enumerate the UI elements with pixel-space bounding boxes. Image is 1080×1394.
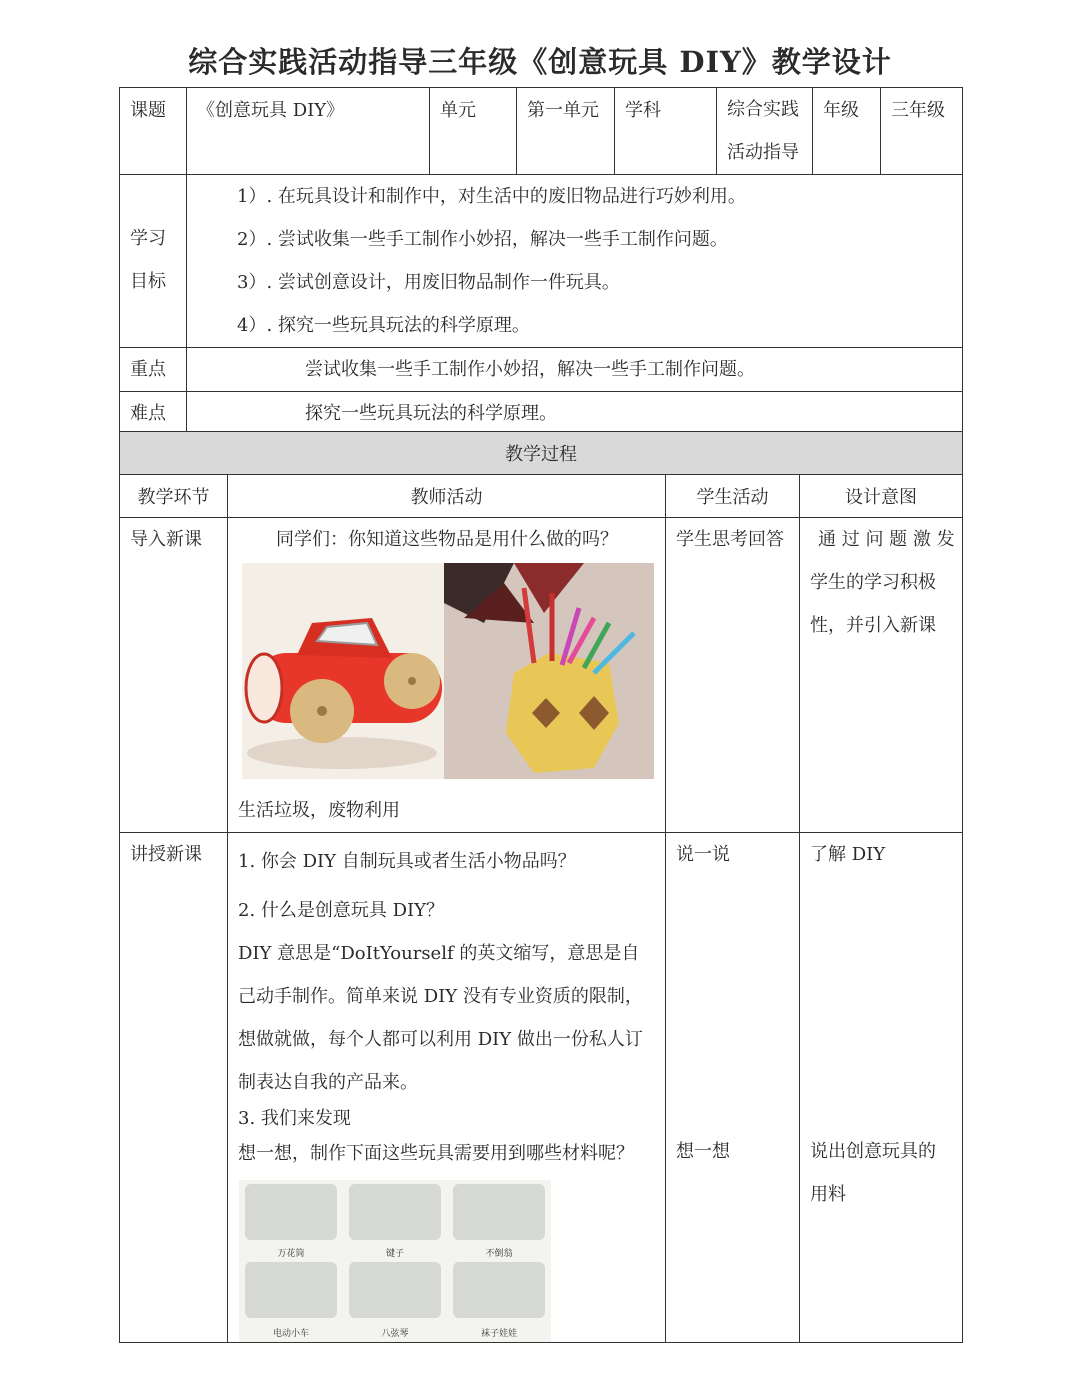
lesson-p3: 想做就做，每个人都可以利用 DIY 做出一份私人订 <box>238 1029 643 1050</box>
objectives-list <box>187 175 963 348</box>
lesson-student <box>666 833 800 1343</box>
intro-photos <box>242 563 654 779</box>
toy-car-photo <box>242 563 444 779</box>
subject-value-line-1: 综合实践 <box>727 99 799 120</box>
course-value: 《创意玩具 DIY》 <box>187 88 430 175</box>
difficulty-label: 难点 <box>120 392 187 436</box>
lesson-intent-1: 了解 DIY <box>810 844 886 865</box>
grade-value: 三年级 <box>881 88 963 175</box>
intro-question: 同学们：你知道这些物品是用什么做的吗？ <box>276 529 618 550</box>
intro-student: 学生思考回答 <box>666 518 800 833</box>
toy-label: 键子 <box>385 1249 404 1259</box>
toy-label: 万花筒 <box>277 1249 305 1259</box>
pen-holder-photo <box>444 563 654 779</box>
objective-item: 2）. 尝试收集一些手工制作小妙招，解决一些手工制作问题。 <box>237 229 728 250</box>
lesson-q3: 3. 我们来发现 <box>238 1108 351 1129</box>
column-teacher: 教师活动 <box>228 475 666 518</box>
intro-intent-1: 通 过 问 题 激 发 <box>818 529 955 550</box>
objectives-label-2: 目标 <box>130 271 166 292</box>
intro-intent-3: 性，并引入新课 <box>810 615 936 636</box>
objective-item: 4）. 探究一些玩具玩法的科学原理。 <box>237 315 530 336</box>
toy-label: 不倒翁 <box>485 1249 513 1259</box>
toy-image <box>245 1184 337 1240</box>
lesson-p4: 制表达自我的产品来。 <box>238 1072 418 1093</box>
intro-teacher <box>228 518 666 833</box>
objective-item: 3）. 尝试创意设计，用废旧物品制作一件玩具。 <box>237 272 620 293</box>
objective-item: 1）. 在玩具设计和制作中，对生活中的废旧物品进行巧妙利用。 <box>237 186 746 207</box>
objectives-label-1: 学习 <box>130 228 166 249</box>
subject-value-line-2: 活动指导 <box>727 142 799 163</box>
lesson-student-2: 想一想 <box>676 1141 730 1162</box>
process-heading: 教学过程 <box>120 432 963 475</box>
intro-intent <box>800 518 963 833</box>
column-student: 学生活动 <box>666 475 800 518</box>
unit-label: 单元 <box>430 88 517 175</box>
grade-label: 年级 <box>813 88 881 175</box>
info-table <box>119 87 963 436</box>
lesson-p2: 己动手制作。简单来说 DIY 没有专业资质的限制， <box>238 986 643 1007</box>
lesson-teacher <box>228 833 666 1343</box>
lesson-q3-text: 想一想，制作下面这些玩具需要用到哪些材料呢？ <box>238 1143 634 1164</box>
column-intent: 设计意图 <box>800 475 963 518</box>
toy-image <box>349 1184 441 1240</box>
subject-label: 学科 <box>615 88 717 175</box>
toy-image <box>453 1184 545 1240</box>
column-stage: 教学环节 <box>120 475 228 518</box>
lesson-q2: 2. 什么是创意玩具 DIY？ <box>238 900 445 921</box>
objectives-label <box>120 175 187 348</box>
lesson-intent-2b: 用料 <box>810 1184 846 1205</box>
lesson-intent <box>800 833 963 1343</box>
lesson-q1: 1. 你会 DIY 自制玩具或者生活小物品吗？ <box>238 851 576 872</box>
key-point-text: 尝试收集一些手工制作小妙招，解决一些手工制作问题。 <box>187 348 963 392</box>
toy-grid <box>239 1180 551 1342</box>
toy-image <box>245 1262 337 1318</box>
lesson-stage: 讲授新课 <box>120 833 228 1343</box>
course-label: 课题 <box>120 88 187 175</box>
document-title: 综合实践活动指导三年级《创意玩具 DIY》教学设计 <box>188 45 892 79</box>
toy-label: 八弦琴 <box>381 1329 409 1339</box>
lesson-intent-2a: 说出创意玩具的 <box>810 1141 936 1162</box>
intro-caption: 生活垃圾，废物利用 <box>238 800 400 821</box>
lesson-p1: DIY 意思是“DoItYourself 的英文缩写，意思是自 <box>238 943 640 964</box>
toy-image <box>453 1262 545 1318</box>
unit-value: 第一单元 <box>517 88 615 175</box>
subject-value <box>717 88 813 175</box>
process-table <box>119 431 963 1343</box>
lesson-student-1: 说一说 <box>676 844 730 865</box>
difficulty-text: 探究一些玩具玩法的科学原理。 <box>187 392 963 436</box>
key-point-label: 重点 <box>120 348 187 392</box>
intro-stage: 导入新课 <box>120 518 228 833</box>
toy-image <box>349 1262 441 1318</box>
intro-intent-2: 学生的学习积极 <box>810 572 936 593</box>
toy-label: 电动小车 <box>272 1329 309 1339</box>
toy-label: 袜子娃娃 <box>480 1329 517 1339</box>
